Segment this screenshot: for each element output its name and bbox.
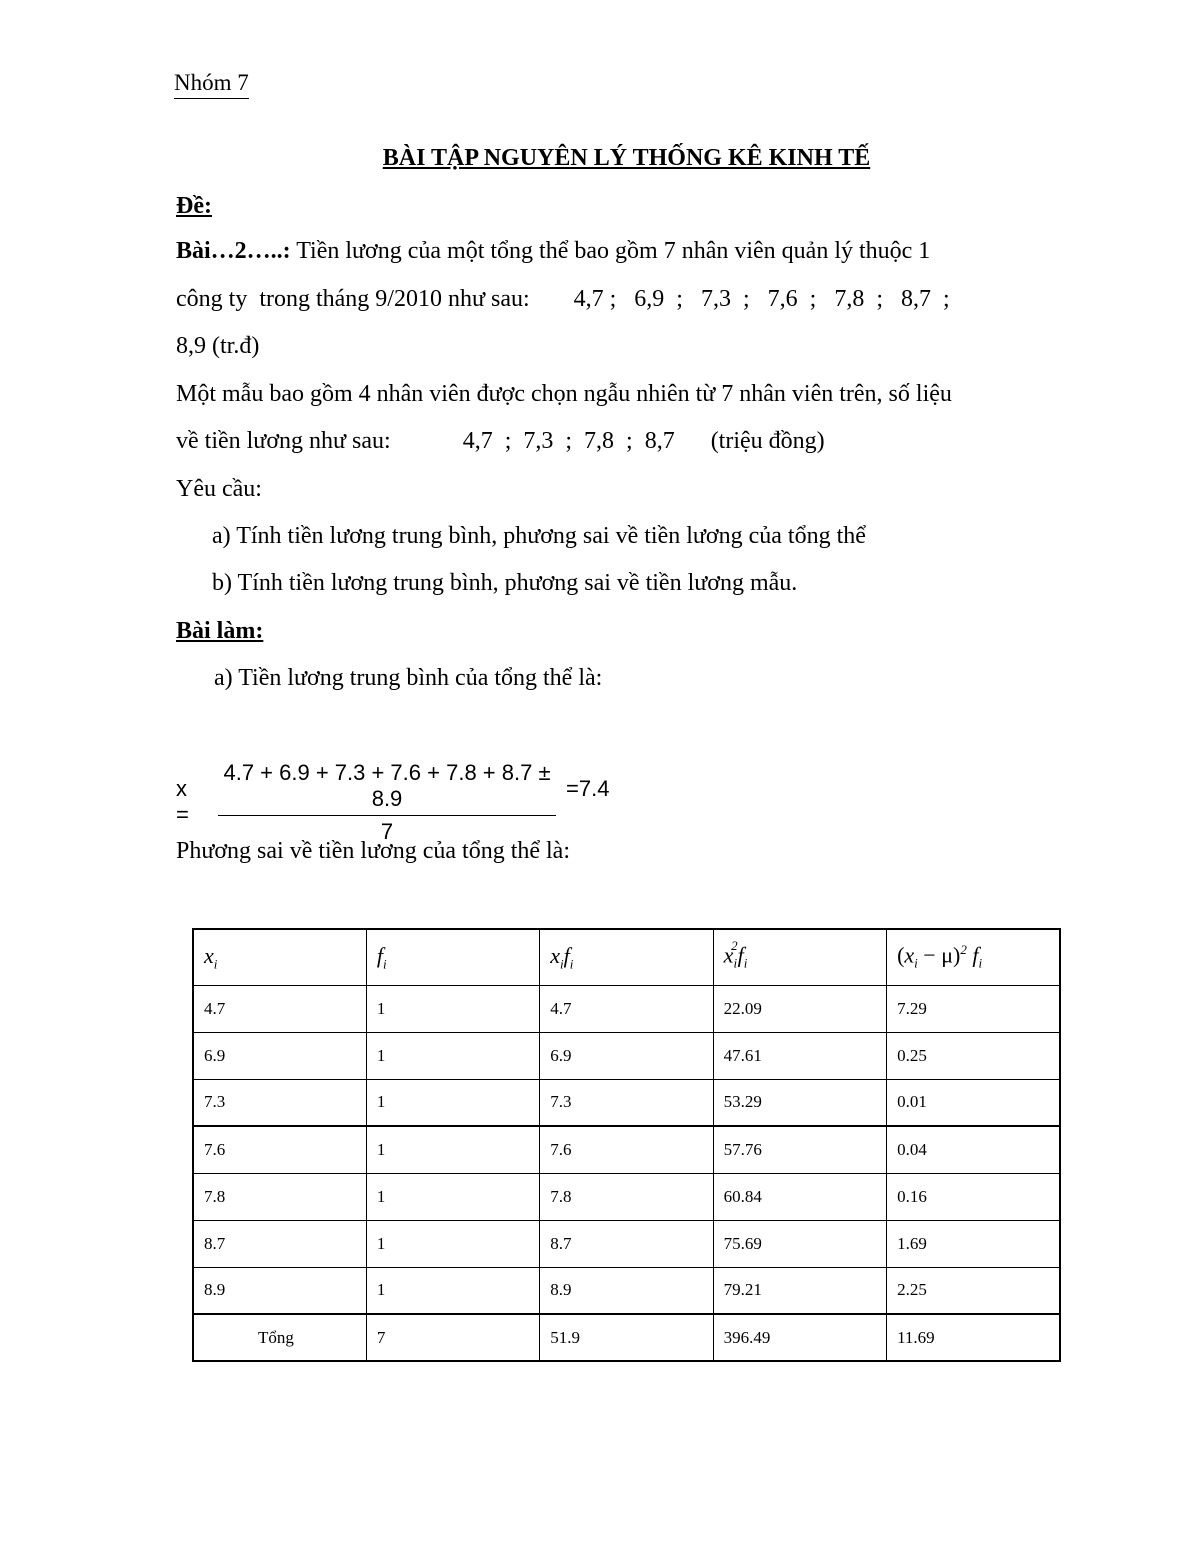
problem-line-1 (176, 238, 930, 265)
cell: 0.01 (887, 1079, 1060, 1126)
table-total-row (193, 1314, 1060, 1361)
cell: 7.29 (887, 985, 1060, 1032)
cell: 1 (366, 1126, 539, 1173)
cell: 6.9 (540, 1032, 713, 1079)
table-row (193, 1079, 1060, 1126)
cell: 2.25 (887, 1267, 1060, 1314)
cell: 79.21 (713, 1267, 886, 1314)
header-fi: $f_i$ (366, 929, 539, 985)
table-row (193, 985, 1060, 1032)
cell: 0.16 (887, 1173, 1060, 1220)
cell: 47.61 (713, 1032, 886, 1079)
total-cell: 396.49 (713, 1314, 886, 1361)
formula-lhs: x = (176, 776, 189, 827)
problem-line-1-text: Tiền lương của một tổng thể bao gồm 7 nhân viên quản lý thuộc 1 (290, 238, 931, 264)
cell: 22.09 (713, 985, 886, 1032)
cell: 53.29 (713, 1079, 886, 1126)
problem-line-2-text: công ty trong tháng 9/2010 như sau: (176, 286, 530, 312)
total-cell: 11.69 (887, 1314, 1060, 1361)
table-row (193, 1267, 1060, 1314)
header-deviation: $(x_i - \mu)^2$ $f_i$ (887, 929, 1060, 985)
formula-numerator: 4.7 + 6.9 + 7.3 + 7.6 + 7.8 + 8.7 ± 8.9 (218, 760, 556, 816)
problem-line-4: Một mẫu bao gồm 4 nhân viên được chọn ngẫu nhiên từ 7 nhân viên trên, số liệu (176, 381, 952, 407)
sample-values: 4,7 ; 7,3 ; 7,8 ; 8,7 (triệu đồng) (462, 428, 825, 454)
total-label: Tổng (193, 1314, 366, 1361)
variance-table (192, 928, 1061, 1362)
total-cell: 51.9 (540, 1314, 713, 1361)
solution-label: Bài làm: (176, 618, 264, 644)
table-row (193, 1032, 1060, 1079)
cell: 7.6 (193, 1126, 366, 1173)
header-xi2fi: $x_i^2f_i$ (713, 929, 886, 985)
cell: 75.69 (713, 1220, 886, 1267)
requirement-a: a) Tính tiền lương trung bình, phương sai về tiền lương của tổng thể (212, 523, 866, 549)
formula-result: =7.4 (566, 776, 610, 801)
cell: 1 (366, 1079, 539, 1126)
problem-line-2 (176, 286, 950, 313)
population-values: 4,7 ; 6,9 ; 7,3 ; 7,6 ; 7,8 ; 8,7 ; (573, 286, 950, 312)
cell: 7.8 (540, 1173, 713, 1220)
problem-line-5-text: về tiền lương như sau: (176, 428, 391, 454)
cell: 4.7 (193, 985, 366, 1032)
cell: 7.3 (540, 1079, 713, 1126)
cell: 7.8 (193, 1173, 366, 1220)
cell: 1 (366, 1220, 539, 1267)
problem-line-5 (176, 428, 825, 455)
formula-denominator: 7 (380, 819, 394, 844)
table-row (193, 1173, 1060, 1220)
table-row (193, 1126, 1060, 1173)
cell: 57.76 (713, 1126, 886, 1173)
cell: 1 (366, 1032, 539, 1079)
variance-text: Phương sai về tiền lương của tổng thể là: (176, 838, 570, 864)
cell: 8.9 (193, 1267, 366, 1314)
cell: 8.9 (540, 1267, 713, 1314)
formula-fraction (218, 760, 556, 845)
de-label: Đề: (176, 193, 212, 219)
cell: 0.04 (887, 1126, 1060, 1173)
cell: 1 (366, 1173, 539, 1220)
cell: 1 (366, 1267, 539, 1314)
cell: 8.7 (193, 1220, 366, 1267)
cell: 60.84 (713, 1173, 886, 1220)
table-header-row (193, 929, 1060, 985)
cell: 6.9 (193, 1032, 366, 1079)
cell: 0.25 (887, 1032, 1060, 1079)
group-label: Nhóm 7 (174, 70, 249, 99)
cell: 1 (366, 985, 539, 1032)
solution-a-text: a) Tiền lương trung bình của tổng thể là: (214, 665, 603, 691)
total-cell: 7 (366, 1314, 539, 1361)
header-xi: $x_i$ (193, 929, 366, 985)
cell: 7.6 (540, 1126, 713, 1173)
cell: 1.69 (887, 1220, 1060, 1267)
bai-label: Bài…2…..: (176, 238, 291, 264)
cell: 4.7 (540, 985, 713, 1032)
page-title: BÀI TẬP NGUYÊN LÝ THỐNG KÊ KINH TẾ (382, 145, 871, 171)
table-row (193, 1220, 1060, 1267)
header-xifi: $x_if_i$ (540, 929, 713, 985)
requirement-b: b) Tính tiền lương trung bình, phương sai về tiền lương mẫu. (212, 570, 798, 596)
cell: 8.7 (540, 1220, 713, 1267)
requirements-label: Yêu cầu: (176, 476, 262, 502)
cell: 7.3 (193, 1079, 366, 1126)
problem-line-3: 8,9 (tr.đ) (176, 333, 260, 359)
